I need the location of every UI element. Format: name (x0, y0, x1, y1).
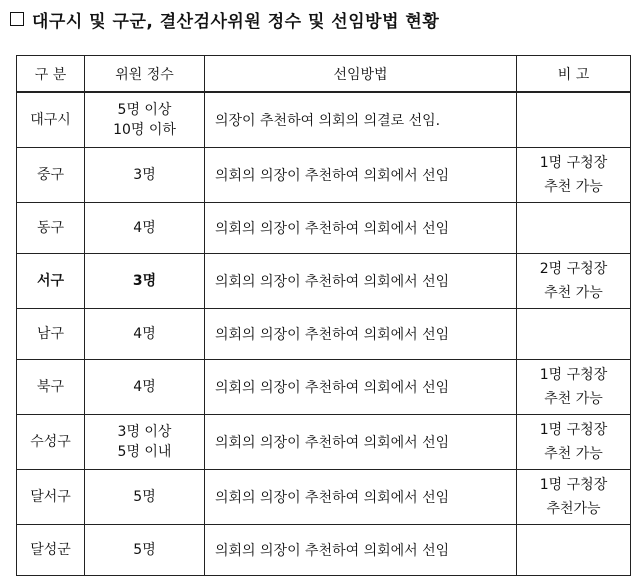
row-note (517, 524, 631, 575)
row-note: 1명 구청장 추천가능 (517, 469, 631, 524)
row-method: 의회의 의장이 추천하여 의회에서 선임 (205, 469, 517, 524)
row-name: 수성구 (17, 414, 85, 469)
row-count: 5명 이상 10명 이하 (85, 92, 205, 147)
page-title (10, 4, 439, 34)
table-row (17, 359, 631, 414)
table-row (17, 253, 631, 308)
row-count: 5명 (85, 524, 205, 575)
row-name: 남구 (17, 308, 85, 359)
row-method: 의회의 의장이 추천하여 의회에서 선임 (205, 253, 517, 308)
header-note: 비 고 (517, 56, 631, 93)
row-note: 1명 구청장 추천 가능 (517, 359, 631, 414)
row-count: 5명 (85, 469, 205, 524)
row-note (517, 92, 631, 147)
table-row (17, 414, 631, 469)
row-note (517, 308, 631, 359)
row-name: 동구 (17, 202, 85, 253)
row-note: 1명 구청장 추천 가능 (517, 147, 631, 202)
header-category: 구 분 (17, 56, 85, 93)
row-count: 4명 (85, 359, 205, 414)
row-name: 서구 (17, 253, 85, 308)
row-note: 1명 구청장 추천 가능 (517, 414, 631, 469)
row-method: 의회의 의장이 추천하여 의회에서 선임 (205, 202, 517, 253)
row-method: 의장이 추천하여 의회의 의결로 선임. (205, 92, 517, 147)
row-count: 3명 (85, 253, 205, 308)
table-row (17, 308, 631, 359)
row-name: 대구시 (17, 92, 85, 147)
table-row (17, 147, 631, 202)
table-row (17, 202, 631, 253)
row-count: 3명 이상 5명 이내 (85, 414, 205, 469)
row-name: 북구 (17, 359, 85, 414)
table-row (17, 469, 631, 524)
row-note (517, 202, 631, 253)
header-member-count: 위원 정수 (85, 56, 205, 93)
committee-table (16, 55, 631, 576)
row-method: 의회의 의장이 추천하여 의회에서 선임 (205, 414, 517, 469)
page-title-text: 대구시 및 구군, 결산검사위원 정수 및 선임방법 현황 (32, 11, 440, 32)
row-count: 4명 (85, 308, 205, 359)
table-header-row (17, 56, 631, 93)
row-note: 2명 구청장 추천 가능 (517, 253, 631, 308)
header-method: 선임방법 (205, 56, 517, 93)
row-method: 의회의 의장이 추천하여 의회에서 선임 (205, 308, 517, 359)
row-name: 달성군 (17, 524, 85, 575)
table-row (17, 92, 631, 147)
checkbox-square-icon (10, 12, 24, 26)
row-count: 3명 (85, 147, 205, 202)
row-method: 의회의 의장이 추천하여 의회에서 선임 (205, 359, 517, 414)
row-name: 달서구 (17, 469, 85, 524)
row-method: 의회의 의장이 추천하여 의회에서 선임 (205, 147, 517, 202)
row-count: 4명 (85, 202, 205, 253)
row-name: 중구 (17, 147, 85, 202)
row-method: 의회의 의장이 추천하여 의회에서 선임 (205, 524, 517, 575)
table-row (17, 524, 631, 575)
